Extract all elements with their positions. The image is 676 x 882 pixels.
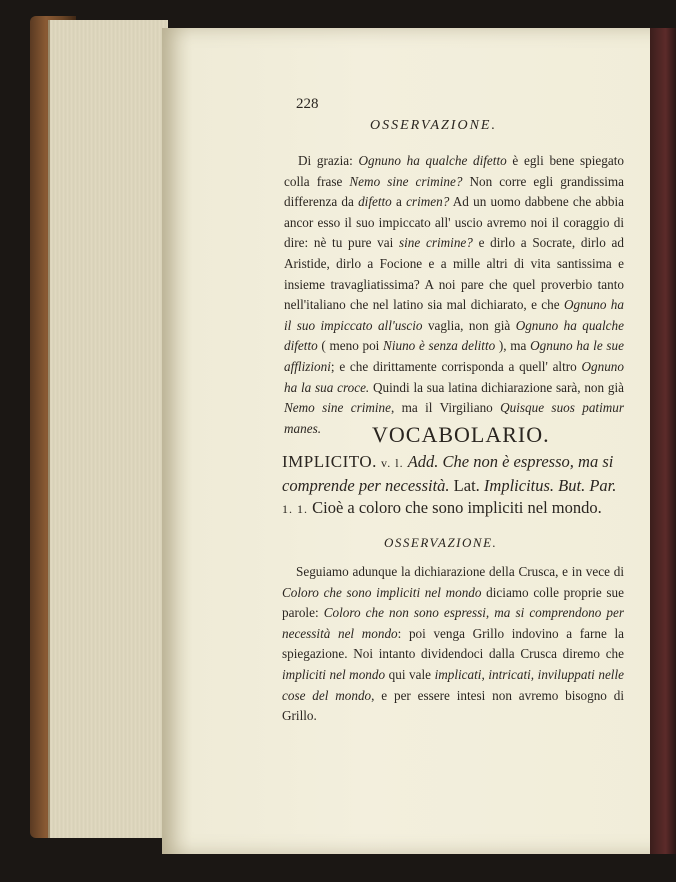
paragraph-osservazione-1 bbox=[284, 151, 624, 439]
text-run: Non corre egli grandissima differenza da bbox=[284, 173, 624, 210]
italic-phrase: Ognuno ha le sue afflizioni bbox=[284, 338, 624, 374]
page-number: 228 bbox=[296, 96, 319, 112]
text-run: Di grazia: bbox=[298, 153, 359, 168]
entry-source: But. Par. bbox=[558, 475, 617, 495]
entry-source-ref: 1. 1. bbox=[282, 502, 308, 516]
text-run: : poi venga Grillo indovino a farne la spiegazione. Noi intanto dividendoci dalla Crusca diremo che bbox=[282, 625, 624, 662]
paragraph-osservazione-2 bbox=[282, 562, 624, 727]
text-run: , ma il Virgiliano bbox=[391, 400, 501, 416]
italic-phrase: Ognuno ha qualche difetto bbox=[284, 317, 624, 354]
italic-phrase: crimen? bbox=[406, 194, 450, 210]
entry-abbr: v. l. bbox=[381, 456, 404, 470]
text-run: ; e che dirittamente corrisponda a quell' altro bbox=[330, 358, 582, 374]
italic-phrase: Coloro che sono impliciti nel mondo bbox=[282, 584, 482, 600]
section-heading-osservazione: OSSERVAZIONE. bbox=[370, 118, 497, 133]
italic-phrase: Ognuno ha il suo impiccato all'uscio bbox=[284, 297, 624, 333]
entry-headword: IMPLICITO. bbox=[282, 452, 377, 471]
italic-phrase: implicati, intricati, inviluppati nelle cose del mondo bbox=[282, 666, 624, 703]
entry-latin: Implicitus. bbox=[483, 475, 555, 495]
italic-phrase: impliciti nel mondo bbox=[282, 666, 386, 682]
italic-phrase: Niuno è senza delitto bbox=[383, 338, 496, 354]
page-stack-edges bbox=[48, 20, 168, 838]
paragraph-text bbox=[282, 564, 624, 723]
entry-lat-label: Lat. bbox=[453, 475, 480, 495]
italic-phrase: Ognuno ha la sua croce. bbox=[284, 358, 624, 395]
text-run: Ad un uomo dabbene che abbia ancor esso il suo impiccato all' uscio avremo noi il coraggio di dire: nè tu pure vai bbox=[284, 194, 624, 251]
text-run: Seguiamo adunque la dichiarazione della Crusca, e in vece di bbox=[296, 564, 624, 579]
text-run: ), ma bbox=[495, 338, 531, 354]
book-cover-right bbox=[650, 28, 676, 854]
italic-phrase: Nemo sine crimine bbox=[284, 400, 392, 416]
text-run: qui vale bbox=[385, 666, 435, 682]
vocabolario-title: VOCABOLARIO. bbox=[372, 422, 550, 447]
text-run: Quindi la sua latina dichiarazione sarà, non già bbox=[369, 379, 625, 395]
entry-definition: Add. Che non è espresso, ma si comprende per necessità. bbox=[282, 452, 614, 495]
text-run: vaglia, non già bbox=[422, 317, 516, 333]
italic-phrase: Quisque suos patimur manes. bbox=[284, 400, 625, 436]
text-run: e dirlo a Socrate, dirlo ad Aristide, dirlo a Focione e a mille altri di vita santissima e insieme travagliatissima? A noi pare che quel proverbio tanto nell'italiano che nel latino sia mal dichiarato, e che bbox=[284, 235, 624, 313]
paragraph-text bbox=[284, 153, 624, 436]
text-run: è egli bene spiegato colla frase bbox=[284, 153, 624, 189]
italic-phrase: Nemo sine crimine? bbox=[349, 173, 463, 189]
text-run: diciamo colle proprie sue parole: bbox=[282, 584, 624, 621]
text-run: a bbox=[391, 194, 407, 210]
italic-phrase: difetto bbox=[358, 194, 392, 210]
text-run: ( meno poi bbox=[317, 338, 384, 354]
italic-phrase: Coloro che non sono espressi, ma si comprendono per necessità nel mondo bbox=[282, 605, 624, 641]
text-run: , e per essere intesi non avremo bisogno di Grillo. bbox=[282, 687, 624, 724]
entry-example: Cioè a coloro che sono impliciti nel mondo. bbox=[312, 498, 602, 517]
dictionary-entry bbox=[282, 451, 624, 521]
italic-phrase: sine crimine? bbox=[399, 235, 473, 251]
italic-phrase: Ognuno ha qualche difetto bbox=[358, 153, 507, 168]
section-heading-osservazione-2: OSSERVAZIONE. bbox=[384, 535, 498, 550]
